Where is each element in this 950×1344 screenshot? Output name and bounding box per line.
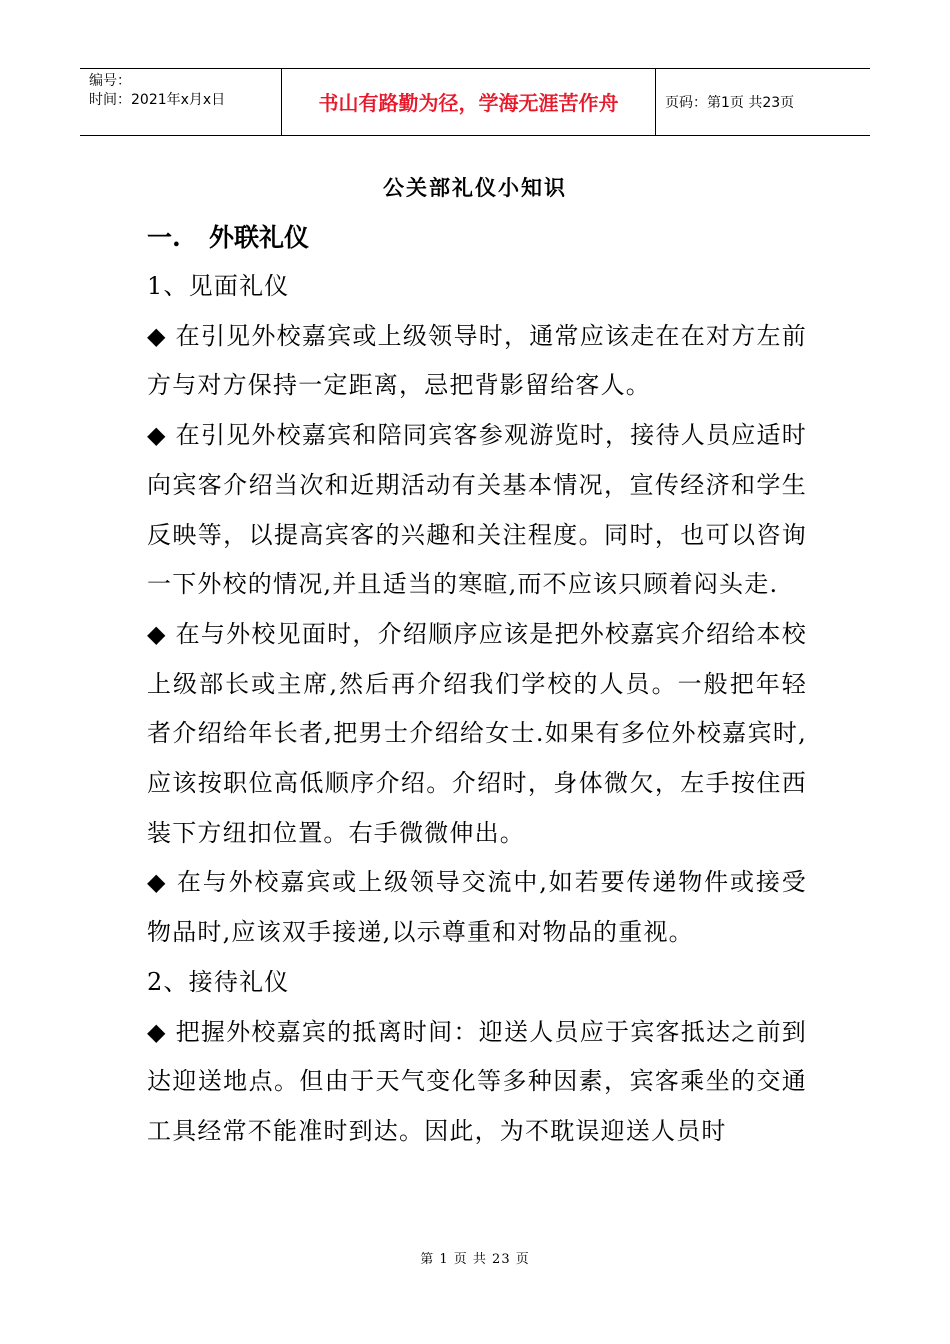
subsection-heading-reception: 2、接待礼仪: [147, 967, 290, 996]
paragraph: ◆ 在引见外校嘉宾或上级领导时，通常应该走在在对方左前方与对方保持一定距离，忌把背影留给客人。: [147, 321, 807, 400]
document-header: [80, 68, 870, 136]
section-number: 一.: [147, 223, 181, 252]
header-meta: [80, 69, 282, 135]
document-number-label: 编号：: [89, 73, 131, 89]
paragraph: ◆ 在与外校见面时，介绍顺序应该是把外校嘉宾介绍给本校上级部长或主席,然后再介绍我们学校的人员。一般把年轻者介绍给年长者,把男士介绍给女士.如果有多位外校嘉宾时,应该按职位高低顺序介绍。介绍时，身体微欠，左手按住西装下方纽扣位置。右手微微伸出。: [147, 619, 807, 847]
page-footer: 第 1 页 共 23 页: [420, 1252, 530, 1267]
paragraph: ◆ 在与外校嘉宾或上级领导交流中,如若要传递物件或接受物品时,应该双手接递,以示尊重和对物品的重视。: [147, 868, 807, 947]
section-heading: [147, 218, 309, 254]
section-title: 外联礼仪: [209, 223, 310, 252]
document-date: 时间：2021年x月x日: [89, 92, 226, 108]
document-title: 公关部礼仪小知识: [383, 175, 567, 200]
document-body: [147, 262, 807, 1157]
header-motto: 书山有路勤为径，学海无涯苦作舟: [282, 69, 656, 135]
paragraph: ◆ 把握外校嘉宾的抵离时间：迎送人员应于宾客抵达之前到达迎送地点。但由于天气变化等多种因素，宾客乘坐的交通工具经常不能准时到达。因此，为不耽误迎送人员时: [147, 1017, 807, 1145]
paragraph: ◆ 在引见外校嘉宾和陪同宾客参观游览时，接待人员应适时向宾客介绍当次和近期活动有关基本情况，宣传经济和学生反映等，以提高宾客的兴趣和关注程度。同时，也可以咨询一下外校的情况,并且适当的寒暄,而不应该只顾着闷头走.: [147, 421, 807, 599]
subsection-heading-meeting: 1、见面礼仪: [147, 272, 290, 300]
header-page-info: 页码：第1页 共23页: [665, 95, 795, 111]
